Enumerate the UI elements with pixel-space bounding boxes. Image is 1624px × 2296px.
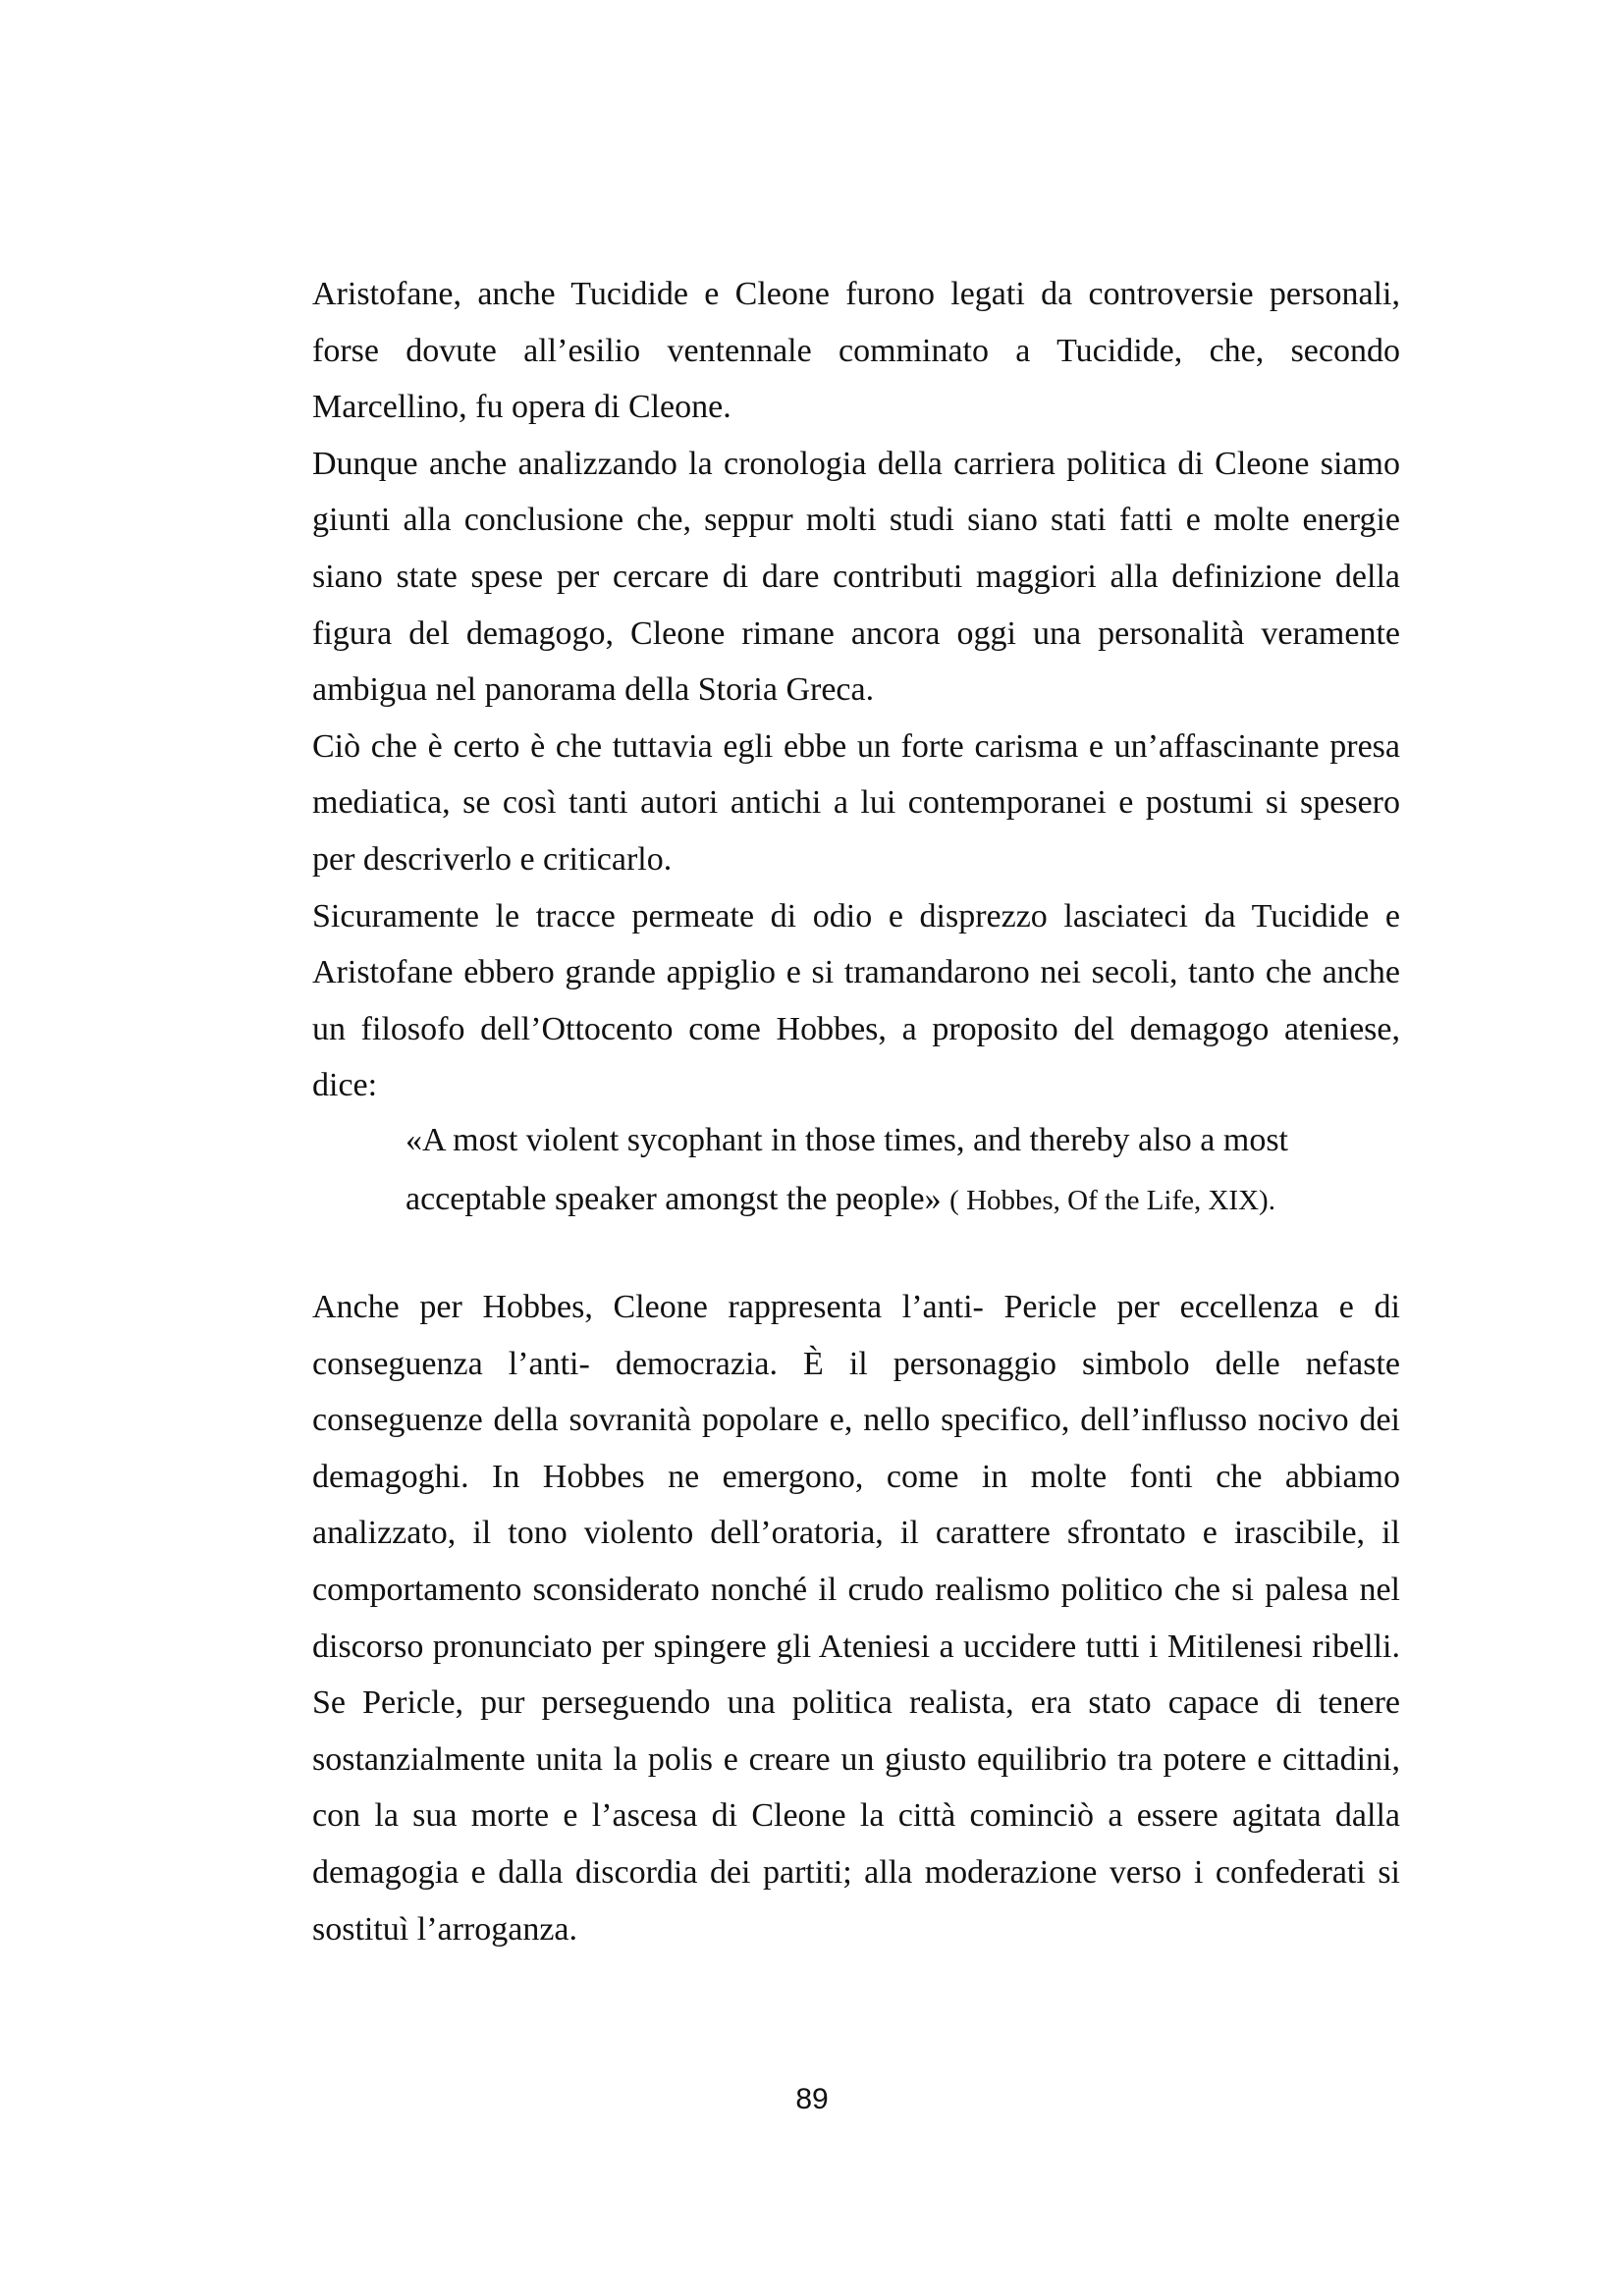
paragraph: Ciò che è certo è che tuttavia egli ebbe un forte carisma e un’affascinante presa mediatica, se così tanti autori antichi a lui contemporanei e postumi si spesero per descriverlo e criticarlo.	[312, 727, 1400, 878]
body-text-top	[312, 266, 1400, 1114]
paragraph: Anche per Hobbes, Cleone rappresenta l’anti- Pericle per eccellenza e di conseguenza l’anti- democrazia. È il personaggio simbolo delle nefaste conseguenze della sovranità popolare e, nello specifico, dell’influsso nocivo dei demagoghi. In Hobbes ne emergono, come in molte fonti che abbiamo analizzato, il tono violento dell’oratoria, il carattere sfrontato e irascibile, il comportamento sconsiderato nonché il crudo realismo politico che si palesa nel discorso pronunciato per spingere gli Ateniesi a uccidere tutti i Mitilenesi ribelli. Se Pericle, pur perseguendo una politica realista, era stato capace di tenere sostanzialmente unita la polis e creare un giusto equilibrio tra potere e cittadini, con la sua morte e l’ascesa di Cleone la città cominciò a essere agitata dalla demagogia e dalla discordia dei partiti; alla moderazione verso i confederati si sostituì l’arroganza.	[312, 1289, 1400, 1948]
quote-citation: ( Hobbes, Of the Life, XIX).	[949, 1185, 1275, 1216]
block-quote	[406, 1111, 1348, 1230]
paragraph: Sicuramente le tracce permeate di odio e disprezzo lasciateci da Tucidide e Aristofane ebbero grande appiglio e si tramandarono nei secoli, tanto che anche un filosofo dell’Ottocento come Hobbes, a proposito del demagogo ateniese, dice:	[312, 897, 1400, 1104]
body-text-bottom	[312, 1279, 1400, 1957]
paragraph: Aristofane, anche Tucidide e Cleone furono legati da controversie personali, forse dovute all’esilio ventennale comminato a Tucidide, che, secondo Marcellino, fu opera di Cleone.	[312, 276, 1400, 426]
paragraph: Dunque anche analizzando la cronologia della carriera politica di Cleone siamo giunti alla conclusione che, seppur molti studi siano stati fatti e molte energie siano state spese per cercare di dare contributi maggiori alla definizione della figura del demagogo, Cleone rimane ancora oggi una personalità veramente ambigua nel panorama della Storia Greca.	[312, 445, 1400, 709]
page-number: 89	[795, 2083, 829, 2115]
quote-text: «A most violent sycophant in those times, and thereby also a most acceptable speaker amongst the people»	[406, 1122, 1288, 1217]
quote-paragraph	[406, 1111, 1348, 1230]
